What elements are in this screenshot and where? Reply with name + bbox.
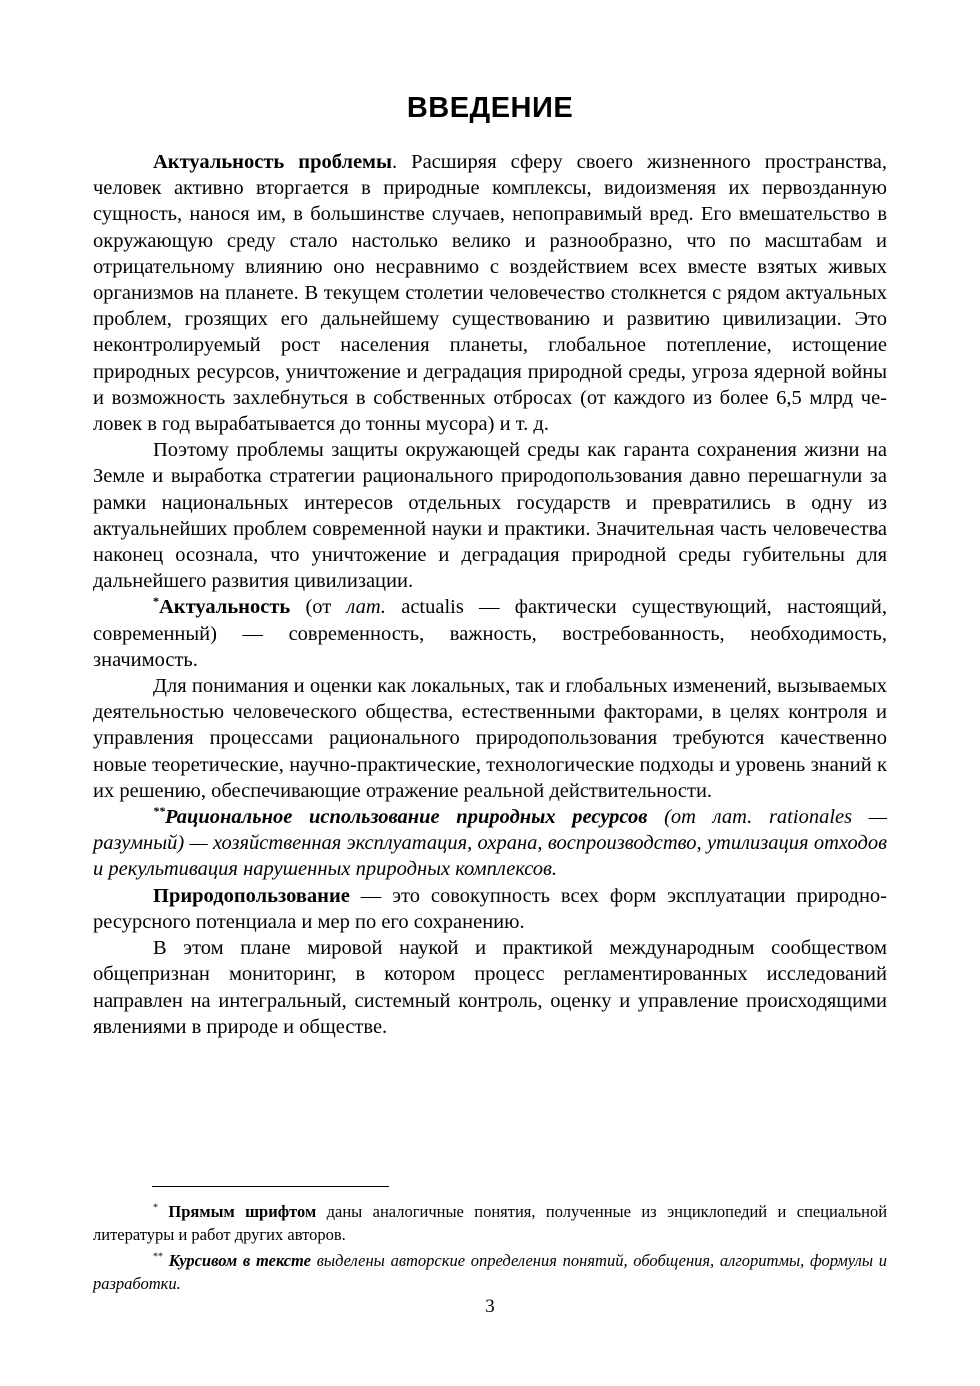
footnote-marker: ** <box>153 1251 163 1263</box>
paragraph-protection: Поэтому проблемы защиты окружающей среды как гаранта сохранения жизни на Земле и выработка стратегии рационального природопользования давно перешагнули за рамки национальных интересов отдельных государств и превратились в одну из актуальнейших проблем современной науки и практики. Значительная часть человечества наконец осознала, что уничтожение и деградация природной среды губительны для дальнейшего развития цивилизации. <box>93 439 887 593</box>
paragraph-definition-rational-use <box>93 804 887 883</box>
footnote-term: Курсивом в тексте <box>168 1251 311 1270</box>
lang-abbrev: лат. <box>346 596 387 619</box>
page-number: 3 <box>485 1296 495 1317</box>
footnote-term: Прямым шрифтом <box>168 1202 317 1221</box>
page-title: ВВЕДЕНИЕ <box>406 92 574 124</box>
paragraph-understanding: Для понимания и оценки как локальных, так и глобальных изменений, вызываемых деятельностью человеческого общества, естественными факторами, в целях контроля и управления процессами рационального природопользования требуются качественно новые теоретические, научно-практические, технологические подходы и уровень знаний к их решению, обеспечивающие отражение реальной действительности. <box>93 675 887 802</box>
term-relevance: Актуальность <box>159 596 291 619</box>
footnote-marker: ** <box>153 804 165 819</box>
footnote-text: даны аналогичные понятия, полученные из энциклопедий и специальной литературы и работ других авторов. <box>93 1202 888 1244</box>
term-relevance-problem: Актуальность проблемы <box>153 151 393 173</box>
footnote-text: выделены авторские определения понятий, обобщения, алгоритмы, формулы и разработки. <box>93 1251 888 1293</box>
paragraph-definition-relevance <box>93 594 887 673</box>
paragraph-text: (от лат. rationales — разумный) — хозяйственная эксплуатация, охрана, воспроизводство, утилизация отходов и рекультивация нарушенных природных комплексов. <box>93 806 888 881</box>
term-nature-use: Природопользование <box>153 884 350 907</box>
paragraph-relevance <box>93 149 887 437</box>
footnote-marker: * <box>153 1202 158 1214</box>
footnotes <box>93 1200 887 1295</box>
footnote-1 <box>93 1200 887 1246</box>
term-rational-use: Рациональное использование природных ресурсов <box>165 806 648 829</box>
main-text <box>93 149 887 1040</box>
paragraph-monitoring: В этом плане мировой наукой и практикой международным сообществом общепризнан мониторинг, в котором процесс регламентированных исследований направлен на интегральный, системный контроль, оценку и управление происходящими явлениями в природе и обществе. <box>93 937 887 1038</box>
paragraph-text: actualis — фактически существующий, настоящий, современный) — современность, важность, востребованность, необходимость, значимость. <box>93 596 887 671</box>
paragraph-text: (от <box>290 596 347 619</box>
paragraph-definition-nature-use <box>93 883 887 935</box>
footnote-2 <box>93 1249 887 1295</box>
paragraph-text: . Расширяя сферу своего жизненного пространства, человек активно вторгается в природные комплексы, видоизменяя их первозданную сущность, нанося им, в большинстве случаев, непоправимый вред. Его вмешательство в окружающую среду стало настолько велико и разнообразно, что по масштабам и отрицательному влиянию оно несравнимо с воздействием всех вместе взятых живых организмов на планете. В текущем столетии человечество столкнется с рядом актуальных проблем, грозящих его дальнейшему существованию и развитию цивилизации. Это неконтролируемый рост населения планеты, глобальное потепление, истощение природных ресурсов, уничтожение и деградация природной среды, угроза ядерной войны и возможность захлебнуться в собственных отбросах (от каждого из более 6,5 млрд человек в год вырабатывается до тонны мусора) и т. д. <box>93 151 887 436</box>
footnote-marker: * <box>153 594 159 609</box>
paragraph-text: — это совокупность всех форм эксплуатации природно-ресурсного потенциала и мер по его сохранению. <box>93 884 887 933</box>
footnote-divider <box>152 1186 389 1187</box>
